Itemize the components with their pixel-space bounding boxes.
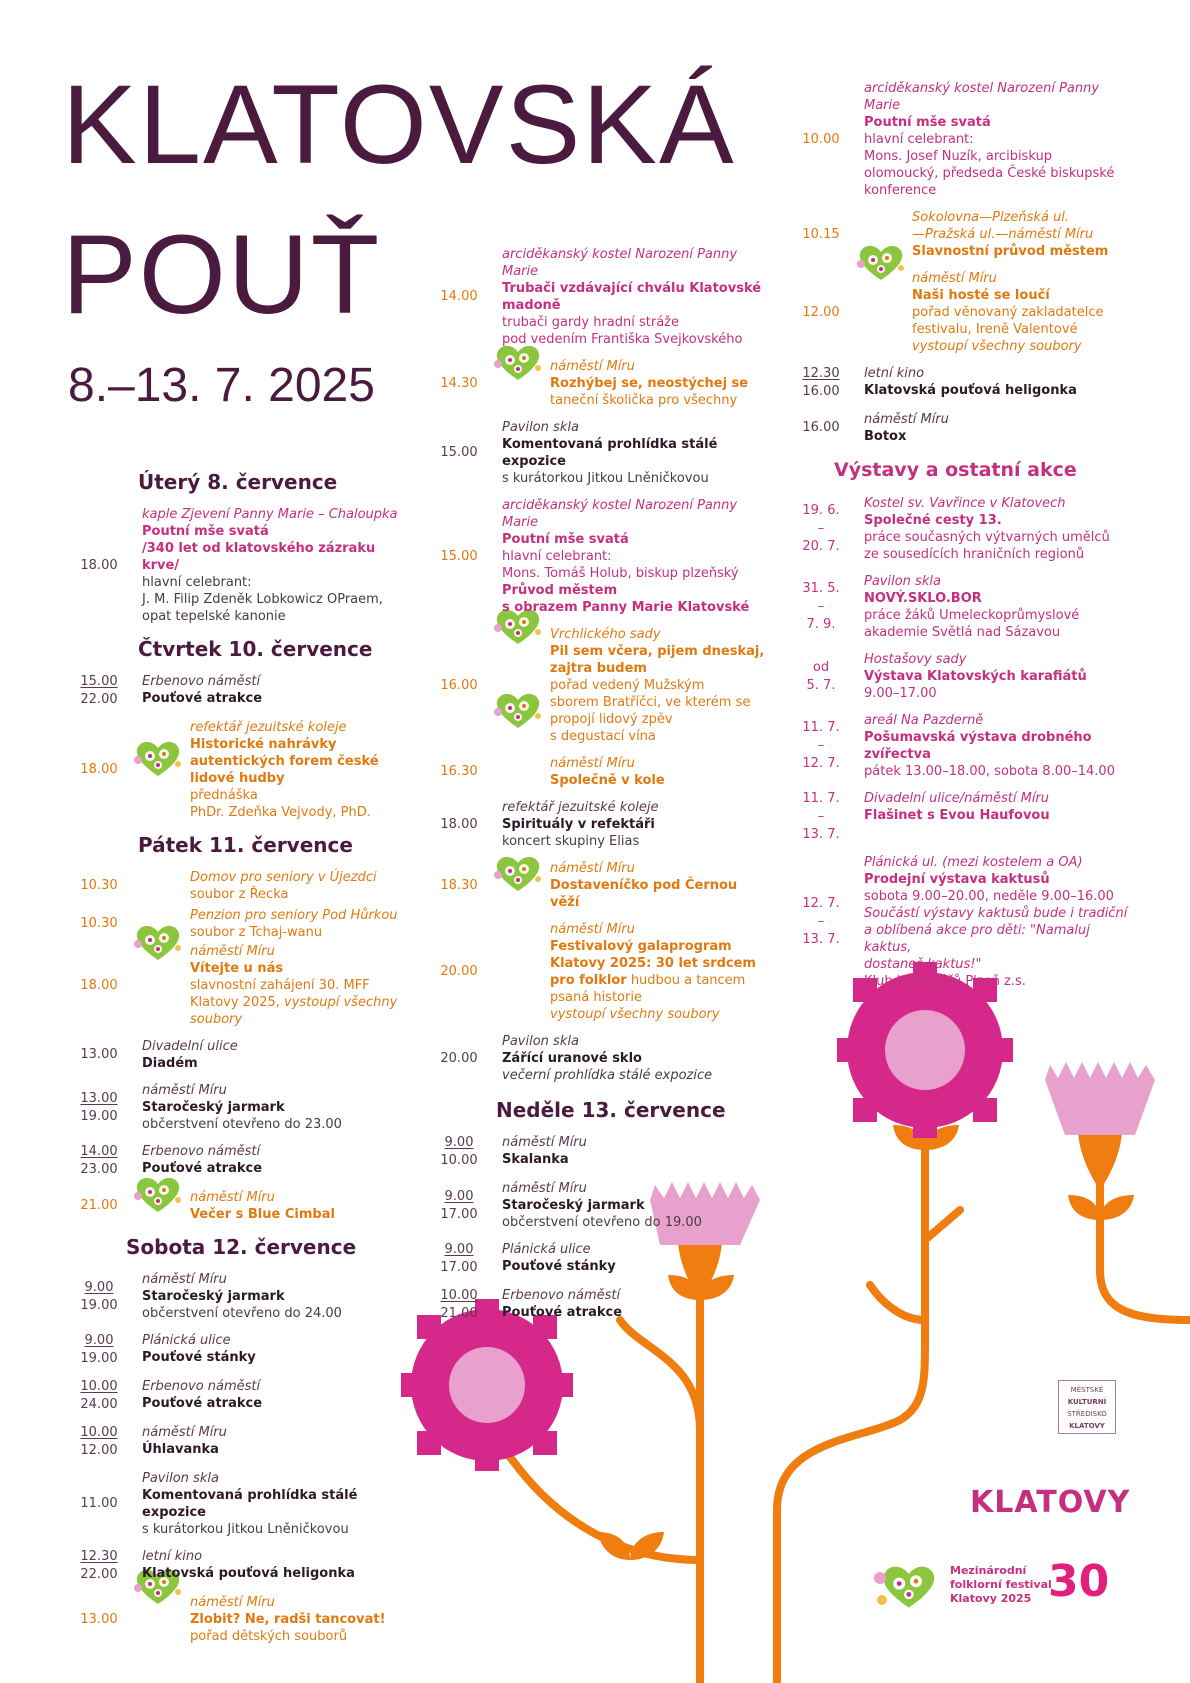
event: 18.00 refektář jezuitské koleje Historické nahrávky autentických forem české lidové hudby přednáška PhDr. Zdeňka Vejvody, PhD. bbox=[80, 720, 379, 820]
klatovy-logo: KLATOVY bbox=[970, 1485, 1131, 1520]
poster-title: KLATOVSKÁ POUŤ bbox=[62, 62, 736, 337]
event: 18.00 kaple Zjevení Panny Marie – Chaloupka Poutní mše svatá /340 let od klatovského zázraku krve/ hlavní celebrant: J. M. Filip Zdeněk Lobkowicz OPraem, opat tepelské kanonie bbox=[80, 507, 398, 624]
event: 9.00 17.00 náměstí Míru Staročeský jarmark občerstvení otevřeno do 19.00 bbox=[440, 1181, 702, 1230]
event: 15.00 Pavilon skla Komentovaná prohlídka stálé expozice s kurátorkou Jitkou Lněničkovou bbox=[440, 420, 718, 486]
event: 10.00 21.00 Erbenovo náměstí Pouťové atrakce bbox=[440, 1288, 623, 1321]
event: 16.30 náměstí Míru Společně v kole bbox=[440, 756, 665, 788]
day-heading-sunday: Neděle 13. července bbox=[496, 1098, 726, 1122]
event: 10.15 Sokolovna—Plzeňská ul. —Pražská ul.—náměstí Míru Slavnostní průvod městem bbox=[802, 210, 1109, 259]
event: 18.30 náměstí Míru Dostaveníčko pod Černou věží bbox=[440, 861, 738, 910]
event: 9.00 19.00 Plánická ulice Pouťové stánky bbox=[80, 1333, 256, 1366]
exhibition-item: 31. 5. – 7. 9. Pavilon skla NOVÝ.SKLO.BOR práce žáků Umeleckoprůmyslové akademie Světlá nad Sázavou bbox=[802, 574, 1080, 640]
mks-klatovy-logo: MĚSTSKÉ KULTURNÍ STŘEDISKO KLATOVY bbox=[1058, 1380, 1116, 1434]
event: 15.00 arciděkanský kostel Narození Panny Marie Poutní mše svatá hlavní celebrant: Mons. Tomáš Holub, biskup plzeňský Průvod městem s obrazem Panny Marie Klatovské bbox=[440, 498, 750, 615]
event: 16.00 Vrchlického sady Pil sem včera, pijem dneskaj, zajtra budem pořad vedený Mužským sborem Bratříčci, ve kterém se propojí lidový zpěv s degustací vína bbox=[440, 627, 765, 744]
festival-number: 30 bbox=[1048, 1556, 1110, 1607]
event: 12.30 16.00 letní kino Klatovská pouťová heligonka bbox=[802, 366, 1077, 399]
event: 9.00 19.00 náměstí Míru Staročeský jarmark občerstvení otevřeno do 24.00 bbox=[80, 1272, 342, 1321]
day-heading-thursday: Čtvrtek 10. července bbox=[138, 637, 373, 661]
event: 14.00 23.00 Erbenovo náměstí Pouťové atrakce bbox=[80, 1144, 263, 1177]
festival-dates: 8.–13. 7. 2025 bbox=[68, 359, 375, 412]
event: 15.00 22.00 Erbenovo náměstí Pouťové atrakce bbox=[80, 674, 263, 707]
event: 13.00 náměstí Míru Zlobit? Ne, radši tancovat! pořad dětských souborů bbox=[80, 1595, 386, 1644]
event: 14.30 náměstí Míru Rozhýbej se, neostýchej se taneční školička pro všechny bbox=[440, 359, 749, 408]
exhibition-item: 11. 7. – 13. 7. Divadelní ulice/náměstí Míru Flašinet s Evou Haufovou bbox=[802, 791, 1050, 842]
exhibition-item: od 5. 7. Hostašovy sady Výstava Klatovských karafiátů 9.00–17.00 bbox=[806, 652, 1087, 701]
event: 10.00 arciděkanský kostel Narození Panny Marie Poutní mše svatá hlavní celebrant: Mons. Josef Nuzík, arcibiskup olomoucký, předseda České biskupské konference bbox=[802, 81, 1115, 198]
event: 11.00 Pavilon skla Komentovaná prohlídka stálé expozice s kurátorkou Jitkou Lněničkovou bbox=[80, 1471, 358, 1537]
day-heading-saturday: Sobota 12. července bbox=[126, 1235, 357, 1259]
day-heading-tuesday: Úterý 8. července bbox=[138, 470, 338, 494]
event: 14.00 arciděkanský kostel Narození Panny Marie Trubači vzdávající chválu Klatovské madoně trubači gardy hradní stráže pod vedením Františka Svejkovského bbox=[440, 247, 762, 347]
column-2 bbox=[428, 246, 768, 1333]
exhibition-item: 11. 7. – 12. 7. areál Na Pazderně Pošumavská výstava drobného zvířectva pátek 13.00–18.00, sobota 8.00–14.00 bbox=[802, 713, 1115, 779]
event: 21.00 náměstí Míru Večer s Blue Cimbal bbox=[80, 1190, 335, 1222]
event: 12.30 22.00 letní kino Klatovská pouťová heligonka bbox=[80, 1549, 355, 1582]
column-3 bbox=[790, 80, 1130, 1000]
event: 20.00 náměstí Míru Festivalový galaprogram Klatovy 2025: 30 let srdcem pro folklor hudbou a tancem psaná historie vystoupí všechny soubory bbox=[440, 922, 756, 1022]
event: 18.00 refektář jezuitské koleje Spirituály v refektáři koncert skupiny Elias bbox=[440, 800, 659, 849]
festival-heart-icon bbox=[872, 1556, 948, 1616]
event: 20.00 Pavilon skla Zářící uranové sklo večerní prohlídka stálé expozice bbox=[440, 1034, 713, 1083]
event: 16.00 náměstí Míru Botox bbox=[802, 412, 949, 444]
event: 10.30 Penzion pro seniory Pod Hůrkou soubor z Tchaj-wanu bbox=[80, 908, 398, 940]
event: 9.00 17.00 Plánická ulice Pouťové stánky bbox=[440, 1242, 616, 1275]
festival-logo: Mezinárodní folklorní festival Klatovy 2025 30 bbox=[872, 1556, 1122, 1616]
day-heading-friday: Pátek 11. července bbox=[138, 833, 353, 857]
event: 10.00 24.00 Erbenovo náměstí Pouťové atrakce bbox=[80, 1379, 263, 1412]
event: 9.00 10.00 náměstí Míru Skalanka bbox=[440, 1135, 587, 1168]
event: 10.00 12.00 náměstí Míru Úhlavanka bbox=[80, 1425, 227, 1458]
exhibition-item: 19. 6. – 20. 7. Kostel sv. Vavřince v Klatovech Společné cesty 13. práce současných výtvarných umělců ze sousedících hraničních regionů bbox=[802, 496, 1110, 562]
exhibition-item: 12. 7. – 13. 7. Plánická ul. (mezi kostelem a OA) Prodejní výstava kaktusů sobota 9.00–20.00, neděle 9.00–16.00 Součástí výstavy kaktusů bude i tradiční a oblíbená akce pro děti: "Namaluj kaktus, dostaneš kaktus!" Klub kaktusářů Plzeň z.s. bbox=[802, 855, 1128, 989]
event: 13.00 Divadelní ulice Diadém bbox=[80, 1039, 238, 1071]
event: 13.00 19.00 náměstí Míru Staročeský jarmark občerstvení otevřeno do 23.00 bbox=[80, 1083, 342, 1132]
event: 10.30 Domov pro seniory v Újezdci soubor z Řecka bbox=[80, 870, 377, 902]
event: 12.00 náměstí Míru Naši hosté se loučí pořad věnovaný zakladatelce festivalu, Ireně Valentové vystoupí všechny soubory bbox=[802, 271, 1104, 354]
event: 18.00 náměstí Míru Vítejte u nás slavnostní zahájení 30. MFF Klatovy 2025, vystoupí všechny soubory bbox=[80, 944, 398, 1027]
column-1 bbox=[68, 470, 398, 1655]
exhibitions-heading: Výstavy a ostatní akce bbox=[834, 459, 1077, 481]
